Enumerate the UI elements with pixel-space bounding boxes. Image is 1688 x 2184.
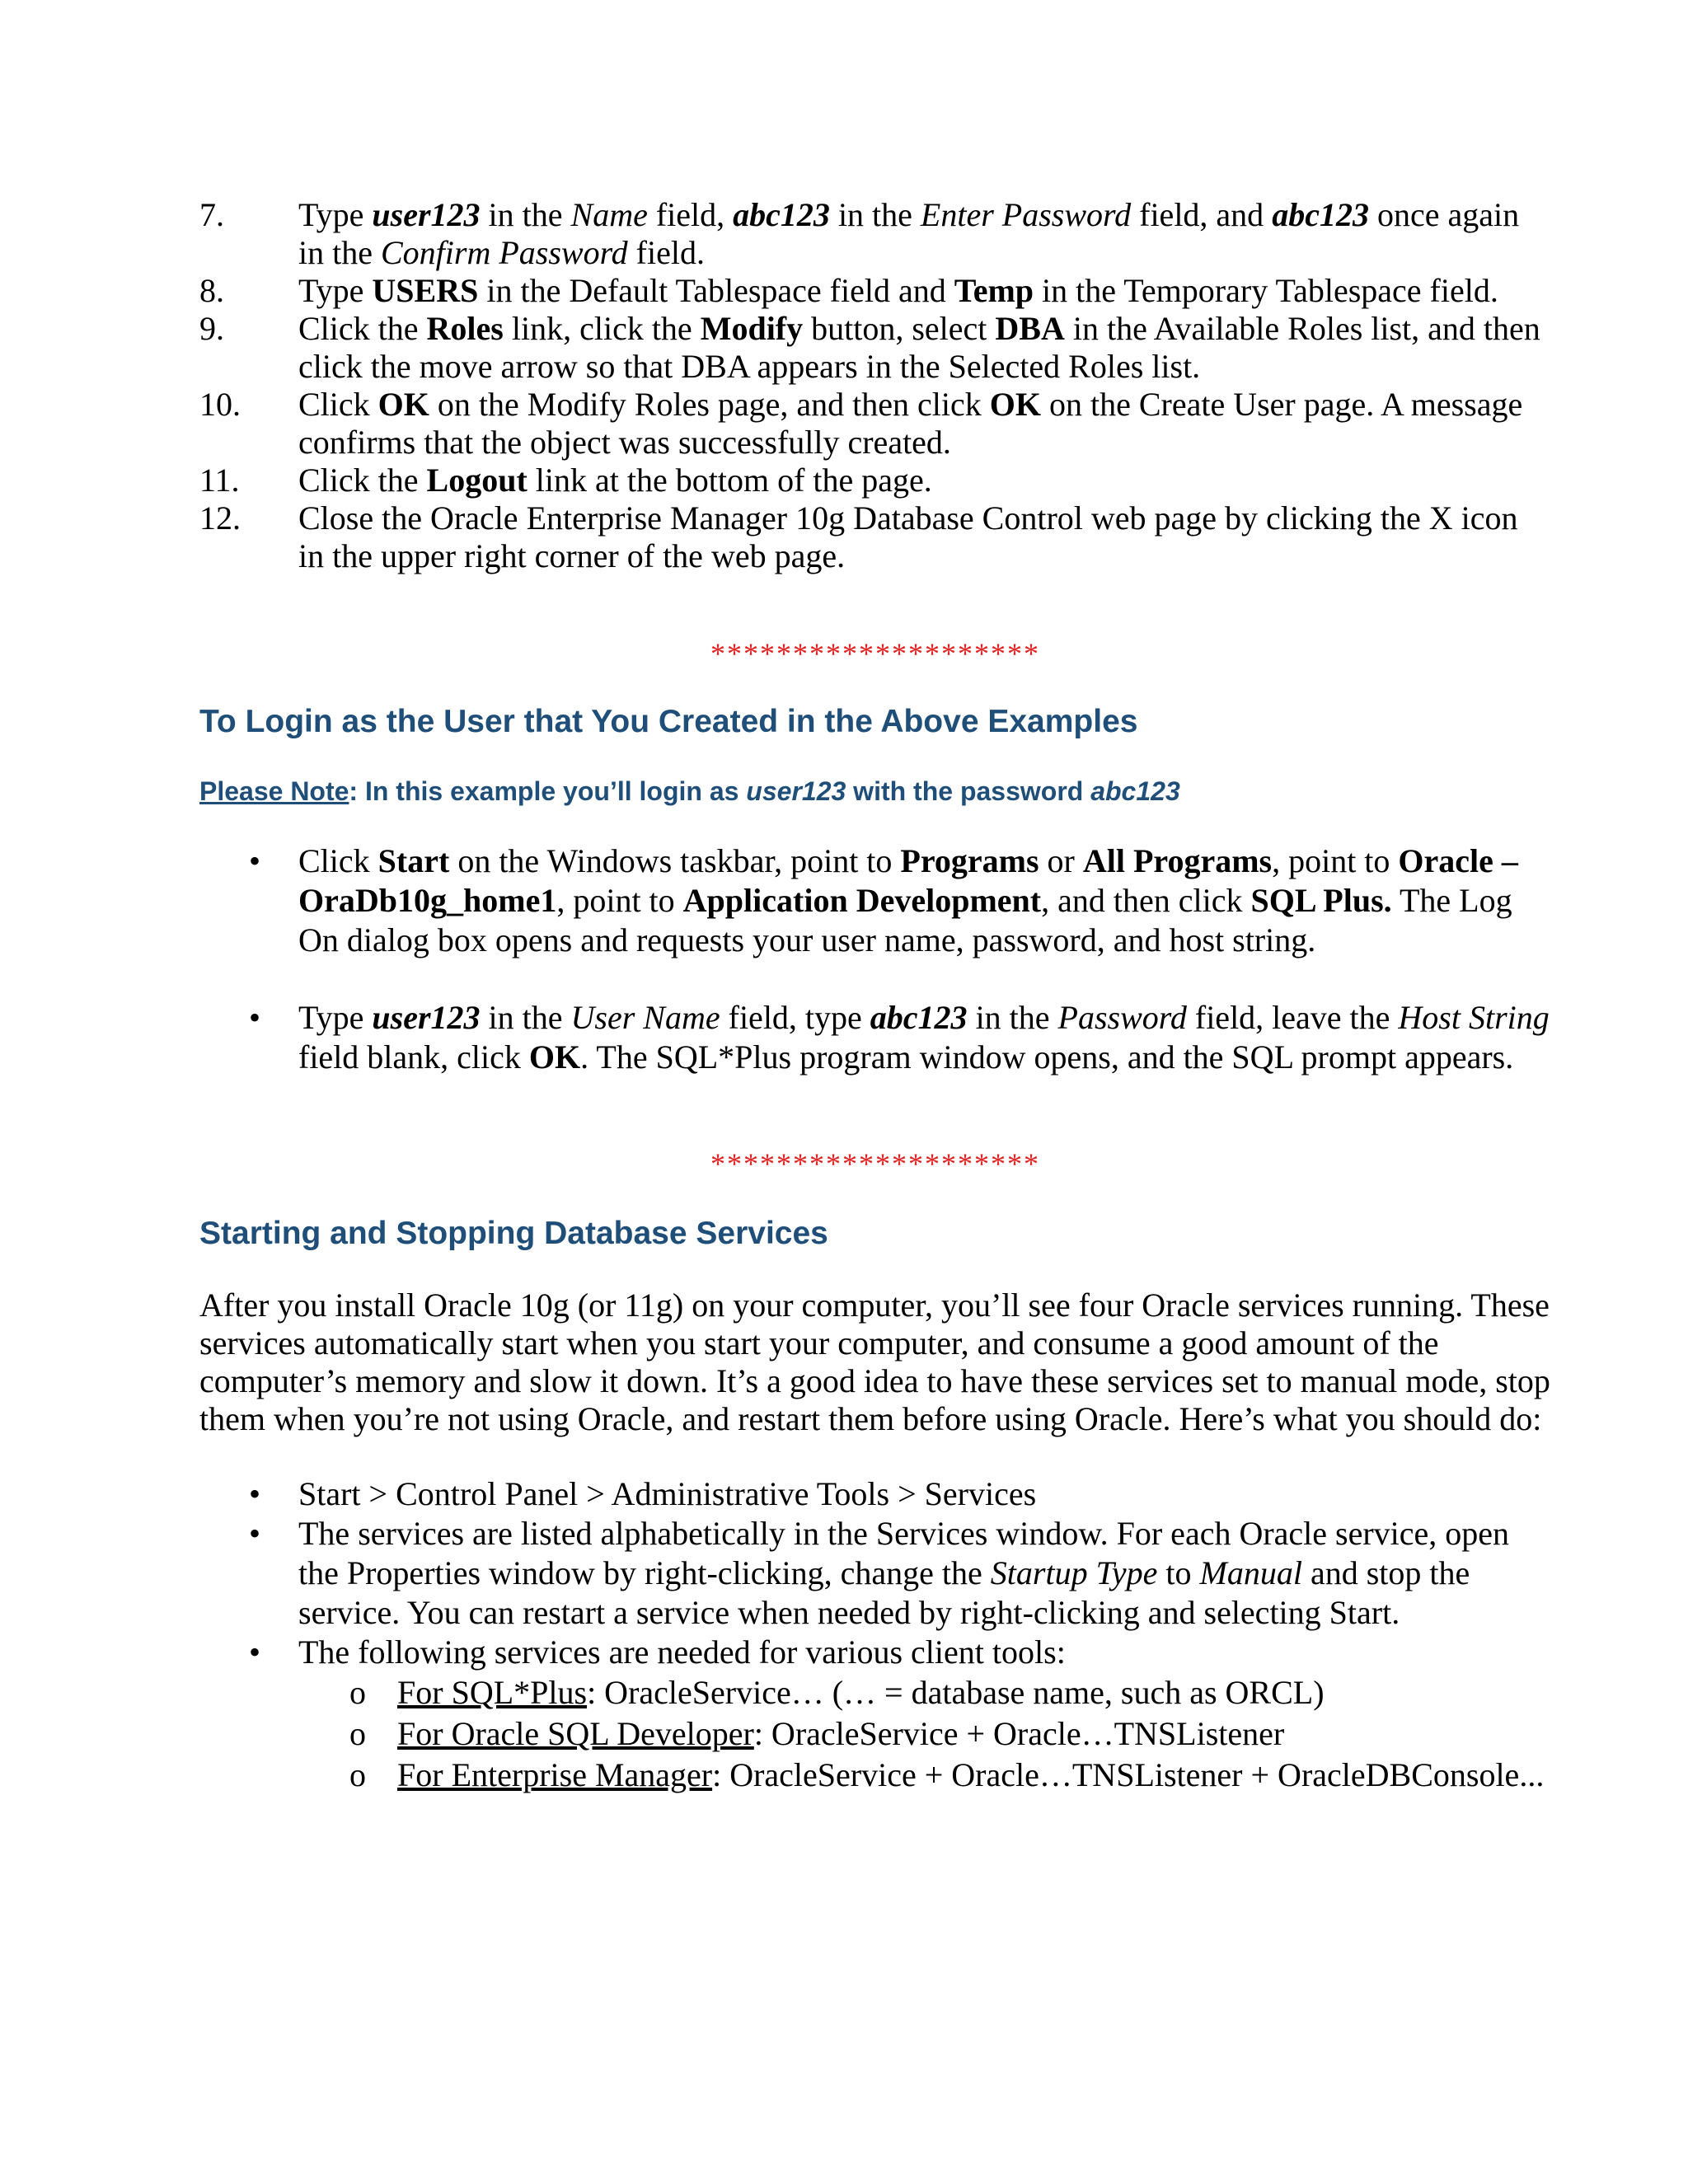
text-run: in the Temporary Tablespace field. (1034, 272, 1498, 309)
text-run: user123 (372, 196, 481, 233)
step-number: 10. (199, 386, 241, 423)
text-run: in the Default Tablespace field and (478, 272, 954, 309)
bullet-icon: • (249, 842, 261, 879)
note-label: Please Note (199, 776, 349, 806)
text-run: field blank, click (298, 1038, 529, 1076)
bullet-item (199, 998, 1551, 1077)
text-run: abc123 (870, 999, 968, 1036)
text-run: and stop the service. You can restart a service when needed by right-clicking and selecting Start. (298, 1554, 1470, 1631)
text-run: Start (377, 842, 450, 879)
step-text (298, 462, 1551, 499)
numbered-steps (199, 196, 1551, 575)
text-run: All Programs (1082, 842, 1273, 879)
text-run: . The SQL*Plus program window opens, and the SQL prompt appears. (580, 1038, 1514, 1076)
text-run: SQL Plus. (1250, 882, 1392, 919)
text-run: in the (829, 196, 921, 233)
bullet-icon: • (249, 1633, 261, 1671)
bullet-text (298, 998, 1551, 1077)
text-run: User Name (570, 999, 720, 1036)
text-run: field, type (720, 999, 870, 1036)
text-run: OK (528, 1038, 581, 1076)
bullet-item (199, 841, 1551, 960)
text-run: Type (298, 999, 373, 1036)
text-run: Logout (426, 462, 528, 499)
sub-bullet-text (397, 1672, 1551, 1713)
step-number: 8. (199, 272, 224, 309)
step-number: 12. (199, 499, 241, 537)
text-run: Temp (954, 272, 1034, 309)
text-run: , and then click (1041, 882, 1251, 919)
services-bullet-list (199, 1474, 1551, 1796)
sub-bullet-item (199, 1713, 1551, 1755)
bullet-item (199, 1514, 1551, 1633)
text-run: button, select (803, 310, 996, 347)
text-run: link at the bottom of the page. (527, 462, 932, 499)
step-number: 11. (199, 462, 240, 499)
bullet-item (199, 1474, 1551, 1514)
step-item (199, 462, 1551, 499)
text-run: USERS (372, 272, 479, 309)
step-item (199, 386, 1551, 462)
text-run: Type (298, 196, 373, 233)
text-run: field. (627, 234, 705, 271)
bullet-icon: • (249, 1475, 261, 1512)
text-run: in the Available Roles list, and then click the move arrow so that DBA appears in the Selected Roles list. (298, 310, 1540, 385)
text-run: Enter Password (920, 196, 1132, 233)
step-item (199, 499, 1551, 575)
text-run: : OracleService + Oracle…TNSListener + OracleDBConsole... (712, 1756, 1545, 1793)
text-run: Password (1057, 999, 1187, 1036)
please-note (199, 776, 1551, 807)
text-run: Type (298, 272, 373, 309)
text-run: The services are listed alphabetically in the Services window. For each Oracle service, open the Properties window by right-clicking, change the (298, 1515, 1510, 1591)
text-run: The following services are needed for various client tools: (298, 1633, 1066, 1671)
circle-bullet-icon: o (349, 1715, 366, 1752)
bullet-text (298, 1474, 1551, 1514)
text-run: : OracleService… (… = database name, such as ORCL) (587, 1674, 1325, 1711)
step-text (298, 310, 1551, 386)
text-run: once again in the (298, 196, 1520, 271)
circle-bullet-icon: o (349, 1674, 366, 1711)
text-run: link, click the (503, 310, 701, 347)
section-heading-services: Starting and Stopping Database Services (199, 1216, 828, 1251)
text-run: with the password (846, 776, 1091, 806)
text-run: on the Windows taskbar, point to (449, 842, 901, 879)
text-run: Confirm Password (380, 234, 628, 271)
text-run: Programs (900, 842, 1039, 879)
step-text (298, 386, 1551, 462)
text-run: Start > Control Panel > Administrative Tools > Services (298, 1475, 1037, 1512)
text-run: on the Create User page. A message confirms that the object was successfully created. (298, 386, 1523, 461)
text-run: in the (480, 999, 571, 1036)
step-number: 7. (199, 196, 224, 233)
step-text (298, 499, 1551, 575)
section-heading-login: To Login as the User that You Created in the Above Examples (199, 704, 1138, 739)
text-run: : In this example you’ll login as (349, 776, 747, 806)
step-item (199, 272, 1551, 310)
text-run: Name (570, 196, 648, 233)
circle-bullet-icon: o (349, 1756, 366, 1793)
text-run: abc123 (733, 196, 830, 233)
note-text (349, 776, 1179, 806)
text-run: Roles (426, 310, 504, 347)
text-run: to (1157, 1554, 1200, 1591)
bullet-text (298, 841, 1551, 960)
separator-asterisks: ******************** (710, 637, 1040, 670)
text-run: : OracleService + Oracle…TNSListener (753, 1715, 1285, 1752)
text-run: For SQL*Plus (397, 1674, 588, 1711)
text-run: user123 (372, 999, 481, 1036)
text-run: Modify (700, 310, 804, 347)
bullet-text (298, 1633, 1551, 1672)
text-run: Manual (1199, 1554, 1302, 1591)
text-run: Application Development (682, 882, 1042, 919)
page-content (199, 196, 1551, 1796)
text-run: DBA (995, 310, 1065, 347)
separator-asterisks: ******************** (710, 1147, 1040, 1180)
bullet-icon: • (249, 1515, 261, 1552)
services-paragraph: After you install Oracle 10g (or 11g) on your computer, you’ll see four Oracle services running. These services automatically start when you start your computer, and consume a good amount of the computer’s memory and slow it down. It’s a good idea to have these services set to manual mode, stop them when you’re not using Oracle, and restart them before using Oracle. Here’s what you should do: (199, 1286, 1550, 1437)
text-run: on the Modify Roles page, and then click (429, 386, 990, 423)
sub-bullet-item (199, 1755, 1551, 1796)
text-run: in the (480, 196, 571, 233)
step-item (199, 310, 1551, 386)
text-run: field, (647, 196, 734, 233)
text-run: Click the (298, 462, 427, 499)
text-run: OK (989, 386, 1041, 423)
text-run: Close the Oracle Enterprise Manager 10g Database Control web page by clicking the X icon in the upper right corner of the web page. (298, 499, 1518, 574)
text-run: , point to (556, 882, 683, 919)
bullet-text (298, 1514, 1551, 1633)
step-number: 9. (199, 310, 224, 347)
text-run: , point to (1272, 842, 1399, 879)
sub-bullet-text (397, 1713, 1551, 1755)
sub-bullet-item (199, 1672, 1551, 1713)
text-run: Click (298, 386, 378, 423)
text-run: Click (298, 842, 378, 879)
text-run: user123 (746, 776, 846, 806)
bullet-icon: • (249, 999, 261, 1036)
text-run: Host String (1398, 999, 1550, 1036)
text-run: field, leave the (1186, 999, 1399, 1036)
text-run: The Log On dialog box opens and requests your user name, password, and host string. (298, 882, 1512, 958)
bullet-item (199, 1633, 1551, 1672)
text-run: For Enterprise Manager (397, 1756, 713, 1793)
step-text (298, 196, 1551, 272)
text-run: field, and (1131, 196, 1273, 233)
text-run: abc123 (1090, 776, 1180, 806)
text-run: Click the (298, 310, 427, 347)
text-run: in the (967, 999, 1058, 1036)
text-run: Startup Type (990, 1554, 1158, 1591)
step-item (199, 196, 1551, 272)
text-run: Oracle – OraDb10g_home1 (298, 842, 1518, 919)
sub-bullet-text (397, 1755, 1551, 1796)
text-run: For Oracle SQL Developer (397, 1715, 754, 1752)
text-run: abc123 (1272, 196, 1369, 233)
step-text (298, 272, 1551, 310)
text-run: or (1039, 842, 1083, 879)
text-run: OK (377, 386, 429, 423)
